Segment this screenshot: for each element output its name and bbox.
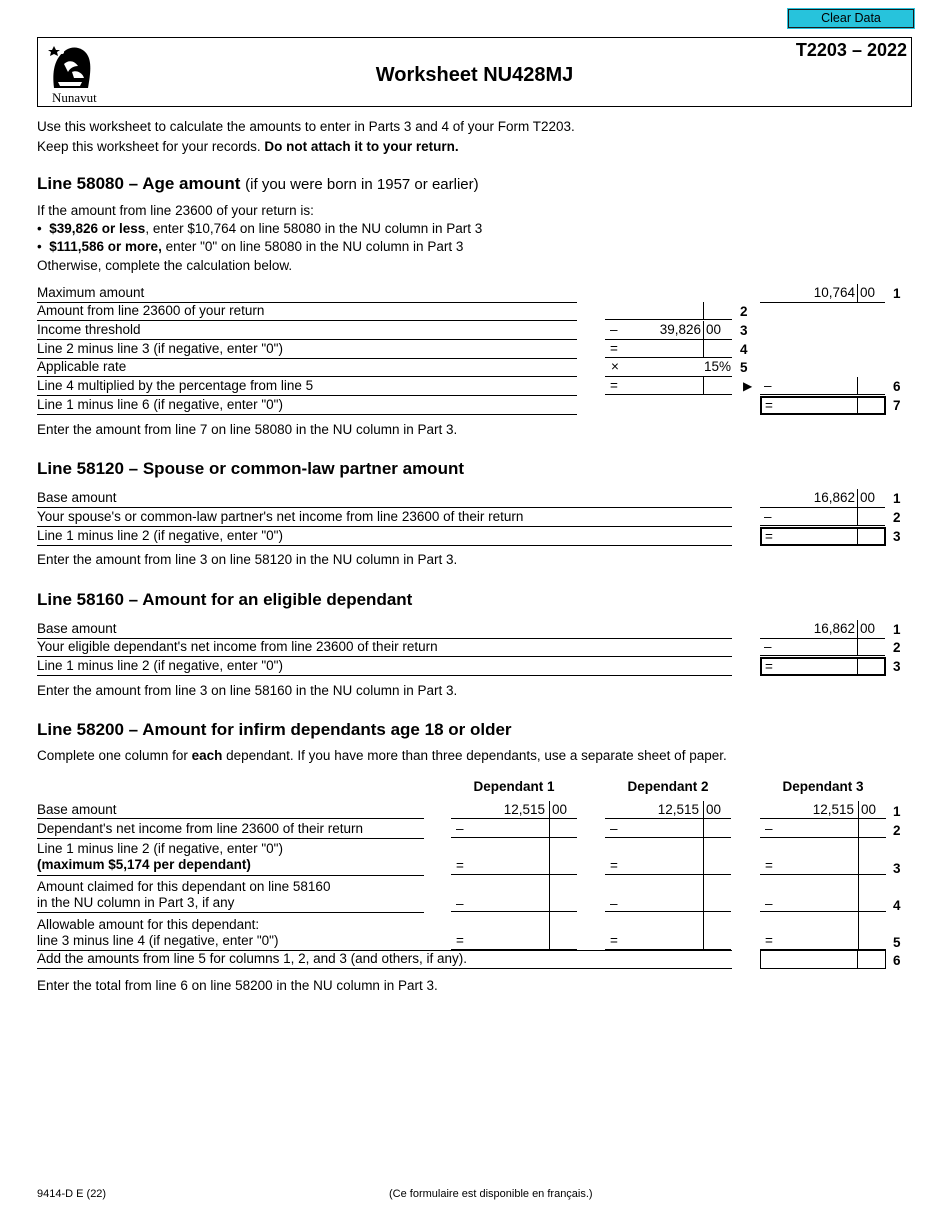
dependant-3-base-cents: 00	[861, 802, 877, 817]
minus-operator: –	[764, 378, 772, 393]
s58080-row-6-result[interactable]	[760, 377, 885, 395]
form-code: 9414-D E (22)	[37, 1188, 107, 1200]
s58080-line-6-num: 6	[893, 379, 901, 394]
header-box	[37, 37, 912, 107]
minus-operator: –	[610, 896, 618, 911]
dep-line-2-num: 2	[893, 823, 901, 838]
section-58200-heading: Line 58200 – Amount for infirm dependants age 18 or older	[37, 720, 512, 739]
s58080-row-3-cents: 00	[706, 322, 722, 337]
s58160-line-1-num: 1	[893, 622, 901, 637]
times-operator: ×	[611, 359, 619, 374]
dep-row-4-label-a: Amount claimed for this dependant on line 58160	[37, 879, 331, 894]
dependant-2-base-amount: 12,515	[657, 802, 699, 817]
dep-line-4-num: 4	[893, 898, 901, 913]
dependant-2-claimed-field[interactable]	[605, 876, 731, 912]
s58080-line-2-num: 2	[740, 304, 748, 319]
dependant-2-net-income-field[interactable]	[605, 819, 731, 838]
equals-operator: =	[456, 858, 464, 873]
dep-row-6-label: Add the amounts from line 5 for columns 1, 2, and 3 (and others, if any).	[37, 951, 467, 966]
intro-line-2: Keep this worksheet for your records. Do not attach it to your return.	[37, 139, 459, 154]
equals-operator: =	[765, 398, 773, 413]
dependant-1-base-cents: 00	[552, 802, 568, 817]
s58080-row-7-label: Line 1 minus line 6 (if negative, enter "0")	[37, 397, 283, 412]
minus-operator: –	[456, 896, 464, 911]
dep-line-1-num: 1	[893, 804, 901, 819]
clear-data-button[interactable]: Clear Data	[788, 9, 914, 28]
dep-row-5-label-b: line 3 minus line 4 (if negative, enter "0")	[37, 933, 279, 948]
equals-operator: =	[610, 933, 618, 948]
dependant-1-base-amount: 12,515	[503, 802, 545, 817]
equals-operator: =	[765, 659, 773, 674]
s58160-row-1-amount: 16,862	[813, 621, 855, 636]
s58120-line-3-num: 3	[893, 529, 901, 544]
dep-line-3-num: 3	[893, 861, 901, 876]
section-58080-heading: Line 58080 – Age amount (if you were born in 1957 or earlier)	[37, 174, 479, 193]
dependant-2-base-cents: 00	[706, 802, 722, 817]
dependant-3-header: Dependant 3	[782, 779, 864, 794]
dependant-3-base-amount: 12,515	[812, 802, 854, 817]
s58080-row-1-amount: 10,764	[813, 285, 855, 300]
equals-operator: =	[610, 378, 618, 393]
dep-row-4-label-b: in the NU column in Part 3, if any	[37, 895, 235, 910]
dep-row-3-label-a: Line 1 minus line 2 (if negative, enter "0")	[37, 841, 283, 856]
equals-operator: =	[765, 933, 773, 948]
s58080-row-7-result[interactable]	[760, 396, 886, 415]
dep-line-5-num: 5	[893, 935, 901, 950]
s58080-row-6-label: Line 4 multiplied by the percentage from line 5	[37, 378, 314, 393]
page-title: Worksheet NU428MJ	[375, 64, 574, 86]
dependant-1-header: Dependant 1	[473, 779, 555, 794]
s58080-row-6-field[interactable]	[605, 377, 732, 395]
s58120-line-2-num: 2	[893, 510, 901, 525]
s58120-row-3-label: Line 1 minus line 2 (if negative, enter "0")	[37, 528, 283, 543]
equals-operator: =	[610, 858, 618, 873]
s58080-row-1-cents: 00	[860, 285, 876, 300]
s58160-row-1-label: Base amount	[37, 621, 117, 636]
s58160-row-1-cents: 00	[860, 621, 876, 636]
equals-operator: =	[456, 933, 464, 948]
s58160-row-2-field[interactable]	[760, 638, 885, 656]
section-58160-heading: Line 58160 – Amount for an eligible dependant	[37, 590, 413, 609]
dependant-2-header: Dependant 2	[627, 779, 709, 794]
section-58120-heading: Line 58120 – Spouse or common-law partner amount	[37, 459, 464, 478]
s58160-line-3-num: 3	[893, 659, 901, 674]
s58080-line-3-num: 3	[740, 323, 748, 338]
equals-operator: =	[765, 858, 773, 873]
s58120-row-1-amount: 16,862	[813, 490, 855, 505]
s58120-row-1-cents: 00	[860, 490, 876, 505]
dependant-2-line3-field[interactable]	[605, 839, 731, 875]
s58200-intro: Complete one column for each dependant. If you have more than three dependants, use a separate sheet of paper.	[37, 748, 727, 763]
minus-operator: –	[764, 639, 772, 654]
dependant-1-allowable-field[interactable]	[451, 913, 577, 950]
minus-operator: –	[765, 821, 773, 836]
s58120-note: Enter the amount from line 3 on line 58120 in the NU column in Part 3.	[37, 552, 458, 567]
s58080-row-5-rate: 15%	[703, 359, 731, 374]
s58080-row-4-field[interactable]	[605, 340, 732, 358]
s58120-row-1-label: Base amount	[37, 490, 117, 505]
dependant-1-net-income-field[interactable]	[451, 819, 577, 838]
s58080-bullet-1: • $39,826 or less, enter $10,764 on line 58080 in the NU column in Part 3	[37, 221, 483, 236]
dependant-2-allowable-field[interactable]	[605, 913, 731, 950]
s58120-line-1-num: 1	[893, 491, 901, 506]
dependant-1-line3-field[interactable]	[451, 839, 577, 875]
s58080-row-3-label: Income threshold	[37, 322, 141, 337]
dependant-3-net-income-field[interactable]	[760, 819, 886, 838]
dependant-3-claimed-field[interactable]	[760, 876, 886, 912]
dep-row-5-label-a: Allowable amount for this dependant:	[37, 917, 260, 932]
minus-operator: –	[610, 322, 618, 337]
s58080-row-3-amount: 39,826	[659, 322, 701, 337]
s58120-row-2-field[interactable]	[760, 508, 885, 526]
s58160-row-3-result[interactable]	[760, 657, 886, 676]
minus-operator: –	[456, 821, 464, 836]
intro-line-1: Use this worksheet to calculate the amounts to enter in Parts 3 and 4 of your Form T2203.	[37, 119, 575, 134]
dep-line-6-num: 6	[893, 953, 901, 968]
s58120-row-3-result[interactable]	[760, 527, 886, 546]
s58080-row-1-label: Maximum amount	[37, 285, 145, 300]
arrow-right-icon: ▶	[743, 379, 753, 393]
logo-text: Nunavut	[52, 90, 97, 105]
s58080-line-5-num: 5	[740, 360, 748, 375]
s58080-row-5-label: Applicable rate	[37, 359, 127, 374]
s58160-line-2-num: 2	[893, 640, 901, 655]
minus-operator: –	[765, 896, 773, 911]
s58080-note: Enter the amount from line 7 on line 58080 in the NU column in Part 3.	[37, 422, 458, 437]
s58160-row-2-label: Your eligible dependant's net income from line 23600 of their return	[37, 639, 438, 654]
dep-row-1-label: Base amount	[37, 802, 117, 817]
s58080-bullet-2: • $111,586 or more, enter "0" on line 58080 in the NU column in Part 3	[37, 239, 464, 254]
s58080-row-2-field[interactable]	[605, 302, 732, 320]
s58080-line-4-num: 4	[740, 342, 748, 357]
dependant-3-line3-field[interactable]	[760, 839, 886, 875]
form-id: T2203 – 2022	[795, 40, 907, 60]
dep-row-2-label: Dependant's net income from line 23600 of their return	[37, 821, 364, 836]
s58160-note: Enter the amount from line 3 on line 58160 in the NU column in Part 3.	[37, 683, 458, 698]
dep-row-3-label-b: (maximum $5,174 per dependant)	[37, 857, 251, 872]
equals-operator: =	[610, 341, 618, 356]
s58160-row-3-label: Line 1 minus line 2 (if negative, enter "0")	[37, 658, 283, 673]
s58080-line-1-num: 1	[893, 286, 901, 301]
s58080-p1: If the amount from line 23600 of your return is:	[37, 203, 314, 218]
minus-operator: –	[764, 509, 772, 524]
s58200-note: Enter the total from line 6 on line 58200 in the NU column in Part 3.	[37, 978, 438, 993]
dependant-1-claimed-field[interactable]	[451, 876, 577, 912]
dependants-total-field[interactable]	[760, 950, 886, 969]
s58080-row-4-label: Line 2 minus line 3 (if negative, enter "0")	[37, 341, 283, 356]
equals-operator: =	[765, 529, 773, 544]
minus-operator: –	[610, 821, 618, 836]
s58080-p2: Otherwise, complete the calculation below.	[37, 258, 293, 273]
dependant-3-allowable-field[interactable]	[760, 913, 886, 950]
french-notice: (Ce formulaire est disponible en français.)	[389, 1188, 593, 1200]
s58080-line-7-num: 7	[893, 398, 901, 413]
s58080-row-2-label: Amount from line 23600 of your return	[37, 303, 265, 318]
s58120-row-2-label: Your spouse's or common-law partner's net income from line 23600 of their return	[37, 509, 524, 524]
